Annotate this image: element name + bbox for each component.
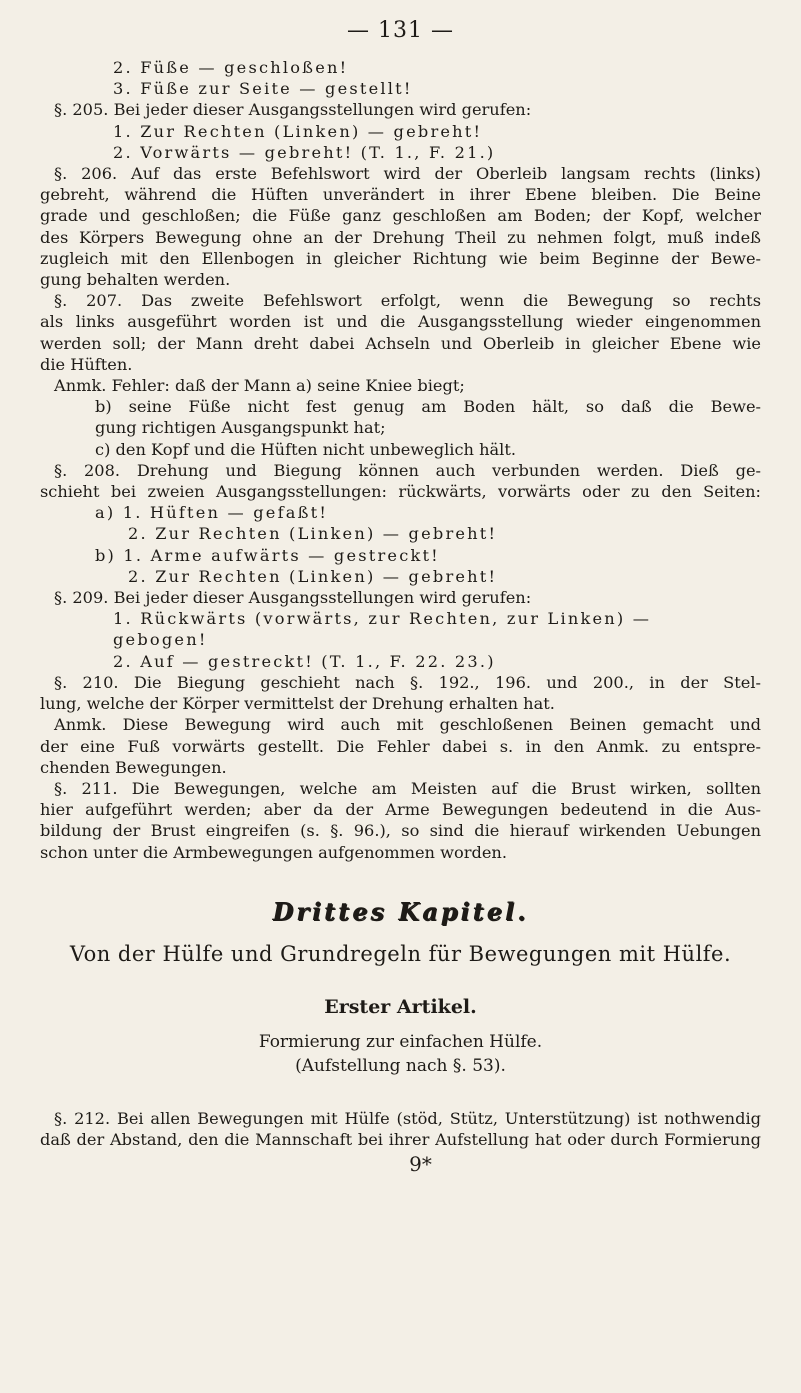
final-paragraph (40, 1108, 761, 1150)
text-line: 1. Zur Rechten (Linken) — gebreht! (113, 121, 483, 141)
article-heading: Erster Artikel. (324, 995, 477, 1018)
text-line: Anmk. Fehler: daß der Mann a) seine Kniee biegt; (54, 376, 465, 396)
text-line: schon unter die Armbewegungen aufgenommen worden. (40, 842, 507, 862)
article-note: (Aufstellung nach §. 53). (295, 1055, 506, 1076)
text-line: 2. Vorwärts — gebreht! (T. 1., F. 21.) (113, 142, 496, 162)
text-line: c) den Kopf und die Hüften nicht unbeweglich hält. (95, 439, 516, 459)
text-line: Anmk. Diese Bewegung wird auch mit geschloßenen Beinen gemacht und (54, 715, 761, 735)
text-line: daß der Abstand, den die Mannschaft bei ihrer Aufstellung hat oder durch Formierung (40, 1129, 761, 1149)
text-line: bildung der Brust eingreifen (s. §. 96.), so sind die hierauf wirkenden Uebungen (40, 821, 761, 841)
body-text (40, 57, 761, 863)
text-line: 3. Füße zur Seite — gestellt! (113, 79, 413, 99)
text-line: lung, welche der Körper vermittelst der Drehung erhalten hat. (40, 694, 555, 714)
text-line: §. 208. Drehung und Biegung können auch verbunden werden. Dieß ge- (54, 460, 761, 480)
chapter-heading-text: Drittes Kapitel. (272, 896, 529, 926)
text-line: gebogen! (113, 630, 208, 650)
text-line: die Hüften. (40, 354, 133, 374)
text-line: gung richtigen Ausgangspunkt hat; (95, 418, 386, 438)
text-line: 1. Rückwärts (vorwärts, zur Rechten, zur Linken) — (113, 609, 652, 629)
text-line: zugleich mit den Ellenbogen in gleicher Richtung wie beim Beginne der Bewe- (40, 248, 761, 268)
text-line: §. 207. Das zweite Befehlswort erfolgt, wenn die Bewegung so rechts (54, 291, 761, 311)
chapter-heading (40, 897, 761, 926)
text-line: schieht bei zweien Ausgangsstellungen: rückwärts, vorwärts oder zu den Seiten: (40, 482, 761, 502)
article-subtitle: Formierung zur einfachen Hülfe. (258, 1031, 543, 1052)
signature-mark: 9* (409, 1152, 432, 1177)
text-line: §. 210. Die Biegung geschieht nach §. 192., 196. und 200., in der Stel- (54, 672, 761, 692)
text-line: grade und geschloßen; die Füße ganz geschloßen am Boden; der Kopf, welcher (40, 206, 761, 226)
page-number: — 131 — (347, 18, 454, 43)
text-line: §. 211. Die Bewegungen, welche am Meisten auf die Brust wirken, sollten (54, 778, 761, 798)
text-line: des Körpers Bewegung ohne an der Drehung Theil zu nehmen folgt, muß indeß (40, 227, 761, 247)
text-line: 2. Füße — geschloßen! (113, 58, 349, 77)
text-line: werden soll; der Mann dreht dabei Achseln und Oberleib in gleicher Ebene wie (40, 333, 761, 353)
text-line: b) seine Füße nicht fest genug am Boden hält, so daß die Bewe- (95, 397, 761, 417)
spacer (40, 1078, 761, 1108)
text-line: 2. Zur Rechten (Linken) — gebreht! (128, 566, 498, 586)
text-line: §. 206. Auf das erste Befehlswort wird der Oberleib langsam rechts (links) (54, 164, 761, 184)
text-line: §. 205. Bei jeder dieser Ausgangsstellungen wird gerufen: (54, 100, 532, 120)
text-line: §. 212. Bei allen Bewegungen mit Hülfe (stöd, Stütz, Unterstützung) ist nothwendig (54, 1108, 761, 1128)
text-line: a) 1. Hüften — gefaßt! (95, 503, 329, 523)
text-line: b) 1. Arme aufwärts — gestreckt! (95, 545, 440, 565)
text-line: gebreht, während die Hüften unverändert in ihrer Ebene bleiben. Die Beine (40, 185, 761, 205)
text-line: chenden Bewegungen. (40, 757, 227, 777)
text-line: der eine Fuß vorwärts gestellt. Die Fehler dabei s. in den Anmk. zu entspre- (40, 736, 761, 756)
text-line: §. 209. Bei jeder dieser Ausgangsstellungen wird gerufen: (54, 588, 532, 608)
chapter-subtitle: Von der Hülfe und Grundregeln für Bewegungen mit Hülfe. (69, 941, 732, 966)
text-line: 2. Zur Rechten (Linken) — gebreht! (128, 524, 498, 544)
text-line: gung behalten werden. (40, 270, 231, 290)
text-line: hier aufgeführt werden; aber da der Arme Bewegungen bedeutend in die Aus- (40, 800, 761, 820)
text-line: 2. Auf — gestreckt! (T. 1., F. 22. 23.) (113, 651, 496, 671)
text-line: als links ausgeführt worden ist und die Ausgangsstellung wieder eingenommen (40, 312, 761, 332)
